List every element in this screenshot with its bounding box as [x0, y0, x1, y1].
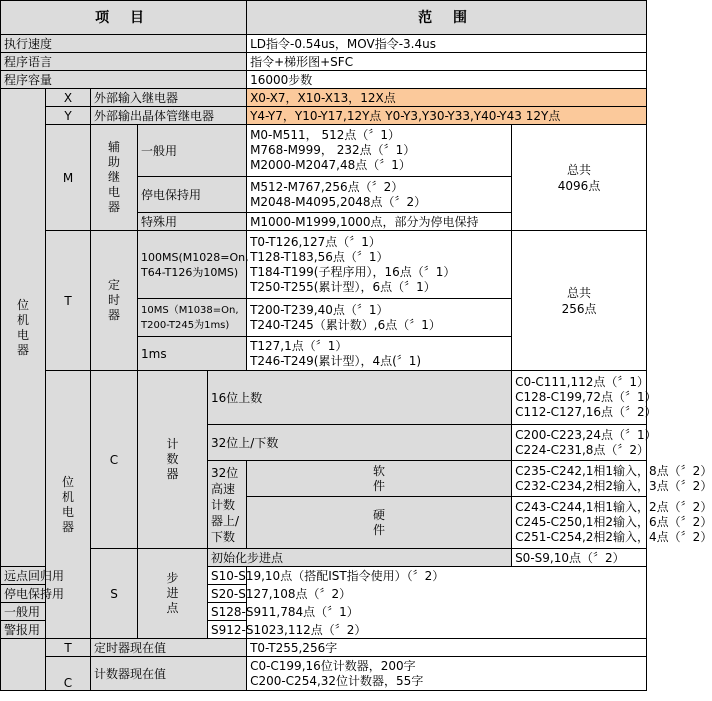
header-item: 项 目 [1, 1, 247, 35]
t-label: 定 时 器 [91, 231, 138, 371]
t-total: 总共 256点 [512, 231, 647, 371]
y-desc: 外部输出晶体管继电器 [91, 107, 247, 125]
s-retentive-value: S20-S127,108点（〞2） [208, 585, 247, 603]
s-initial-label: 初始化步进点 [208, 549, 512, 567]
s-label: 步 进 点 [138, 549, 208, 639]
group-label-bit-devices-2: 位 机 电 器 [46, 371, 91, 639]
c-32bit-value: C200-C223,24点（〞1） C224-C231,8点（〞2） [512, 425, 647, 461]
s-general-value: S128-S911,784点（〞1） [208, 603, 247, 621]
y-code: Y [46, 107, 91, 125]
c-32bit-label: 32位上/下数 [208, 425, 512, 461]
t-1ms-label: 1ms [138, 337, 247, 371]
y-value: Y4-Y7，Y10-Y17,12Y点 Y0-Y3,Y30-Y33,Y40-Y43 12Y点 [247, 107, 647, 125]
value-program-language: 指令+梯形图+SFC [247, 53, 647, 71]
t-100ms-label: 100MS(M1028=On, T64-T126为10MS) [138, 231, 247, 299]
page-bottom-edge [0, 697, 687, 701]
s-alarm-value: S912-S1023,112点（〞2） [208, 621, 247, 639]
x-code: X [46, 89, 91, 107]
value-program-capacity: 16000步数 [247, 71, 647, 89]
m-general-value: M0-M511， 512点（〞1） M768-M999， 232点（〞1） M2000-M2047,48点（〞1） [247, 125, 512, 177]
current-t-code: T [46, 639, 91, 657]
value-exec-speed: LD指令-0.54us，MOV指令-3.4us [247, 35, 647, 53]
c-hard-label: 硬 件 [247, 497, 512, 549]
m-special-value: M1000-M1999,1000点，部分为停电保持 [247, 213, 512, 231]
header-range: 范 围 [247, 1, 647, 35]
c-16bit-label: 16位上数 [208, 371, 512, 425]
x-desc: 外部输入继电器 [91, 89, 247, 107]
s-homing-value: S10-S19,10点（搭配IST指令使用）（〞2） [208, 567, 247, 585]
t-1ms-value: T127,1点（〞1） T246-T249(累计型），4点(〞1) [247, 337, 512, 371]
current-t-label: 定时器现在值 [91, 639, 247, 657]
c-soft-value: C235-C242,1相1输入，8点（〞2） C232-C234,2相2输入，3点（〞2） [512, 461, 647, 497]
m-label: 辅 助 继 电 器 [91, 125, 138, 231]
s-alarm-label: 警报用 [1, 621, 91, 639]
c-label: 计 数 器 [138, 371, 208, 549]
s-code: S [91, 549, 138, 639]
s-retentive-label: 停电保持用 [1, 585, 91, 603]
t-100ms-value: T0-T126,127点（〞1） T128-T183,56点（〞1） T184-T199(子程序用），16点（〞1） T250-T255(累计型），6点（〞1） [247, 231, 512, 299]
group-label-bit-devices-1: 位 机 电 器 [1, 89, 46, 567]
m-general-label: 一般用 [138, 125, 247, 177]
label-exec-speed: 执行速度 [1, 35, 247, 53]
c-16bit-value: C0-C111,112点（〞1） C128-C199,72点（〞1） C112-C127,16点（〞2） [512, 371, 647, 425]
current-group-label [1, 639, 46, 691]
s-general-label: 一般用 [1, 603, 91, 621]
label-program-language: 程序语言 [1, 53, 247, 71]
current-c-value: C0-C199,16位计数器，200字 C200-C254,32位计数器，55字 [247, 657, 647, 691]
t-10ms-value: T200-T239,40点（〞1） T240-T245（累计数）,6点（〞1） [247, 299, 512, 337]
t-code: T [46, 231, 91, 371]
m-code: M [46, 125, 91, 231]
current-t-value: T0-T255,256字 [247, 639, 647, 657]
c-32bit-highspeed-label: 32位高速计数器上/下数 [208, 461, 247, 549]
s-initial-value: S0-S9,10点（〞2） [512, 549, 647, 567]
m-special-label: 特殊用 [138, 213, 247, 231]
s-homing-label: 远点回归用 [1, 567, 91, 585]
m-retentive-label: 停电保持用 [138, 177, 247, 213]
current-c-code: C [46, 657, 91, 691]
c-hard-value: C243-C244,1相1输入，2点（〞2） C245-C250,1相2输入，6点（〞2） C251-C254,2相2输入，4点（〞2） [512, 497, 647, 549]
m-retentive-value: M512-M767,256点（〞2） M2048-M4095,2048点（〞2） [247, 177, 512, 213]
label-program-capacity: 程序容量 [1, 71, 247, 89]
x-value: X0-X7，X10-X13，12X点 [247, 89, 647, 107]
current-c-label: 计数器现在值 [91, 657, 247, 691]
m-total: 总共 4096点 [512, 125, 647, 231]
c-soft-label: 软 件 [247, 461, 512, 497]
t-10ms-label: 10MS（M1038=On, T200-T245为1ms) [138, 299, 247, 337]
c-code: C [91, 371, 138, 549]
